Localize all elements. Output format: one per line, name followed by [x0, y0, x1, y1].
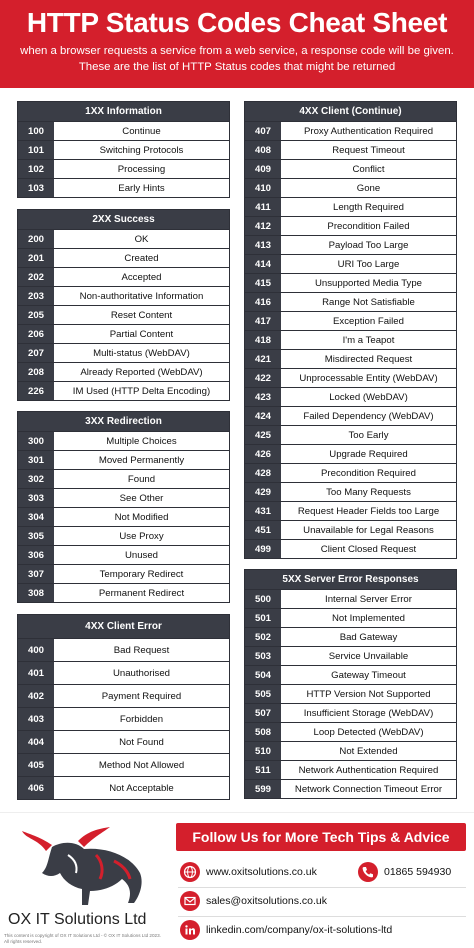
status-description: Precondition Failed [327, 220, 410, 232]
website-text: www.oxitsolutions.co.uk [206, 866, 317, 878]
status-code: 414 [245, 255, 281, 273]
table-2xx [17, 209, 230, 401]
status-description: Processing [117, 163, 166, 175]
table-row [245, 273, 456, 292]
table-row [245, 197, 456, 216]
status-code: 501 [245, 609, 281, 627]
table-row [18, 229, 229, 248]
status-description: Length Required [333, 201, 404, 213]
status-code: 504 [245, 666, 281, 684]
table-row [18, 684, 229, 707]
email-link[interactable] [180, 891, 327, 911]
page-title: HTTP Status Codes Cheat Sheet [26, 7, 448, 38]
status-description: IM Used (HTTP Delta Encoding) [72, 385, 211, 397]
table-1xx [17, 101, 230, 198]
linkedin-text: linkedin.com/company/ox-it-solutions-ltd [206, 924, 393, 936]
status-code: 208 [18, 363, 54, 381]
status-description: Unsupported Media Type [314, 277, 423, 289]
status-description: Too Early [348, 429, 389, 441]
phone-text: 01865 594930 [384, 866, 452, 878]
status-description: Network Connection Timeout Error [294, 783, 443, 795]
status-code: 403 [18, 708, 54, 730]
table-row [245, 330, 456, 349]
status-code: 413 [245, 236, 281, 254]
table-row [245, 292, 456, 311]
status-description: Not Extended [339, 745, 398, 757]
status-description: Unprocessable Entity (WebDAV) [299, 372, 438, 384]
table-row [245, 501, 456, 520]
status-description: Accepted [121, 271, 162, 283]
status-code: 451 [245, 521, 281, 539]
table-row [245, 684, 456, 703]
status-code: 302 [18, 470, 54, 488]
linkedin-link[interactable] [180, 920, 392, 940]
table-row [245, 178, 456, 197]
status-description: Continue [122, 125, 161, 137]
status-description: Proxy Authentication Required [303, 125, 434, 137]
table-3xx [17, 411, 230, 603]
status-description: Bad Gateway [339, 631, 398, 643]
table-row [245, 406, 456, 425]
status-code: 400 [18, 639, 54, 661]
table-row [18, 545, 229, 564]
status-description: Created [124, 252, 159, 264]
status-description: Misdirected Request [324, 353, 413, 365]
table-row [245, 646, 456, 665]
status-code: 511 [245, 761, 281, 779]
status-code: 300 [18, 432, 54, 450]
status-code: 304 [18, 508, 54, 526]
table-row [18, 343, 229, 362]
table-row [18, 638, 229, 661]
status-description: Permanent Redirect [98, 587, 185, 599]
status-description: Client Closed Request [320, 543, 417, 555]
status-description: Switching Protocols [99, 144, 184, 156]
table-row [245, 368, 456, 387]
globe-icon [180, 862, 200, 882]
status-description: Found [127, 473, 156, 485]
section-title: 5XX Server Error Responses [245, 570, 456, 589]
table-row [245, 722, 456, 741]
table-row [245, 463, 456, 482]
status-code: 404 [18, 731, 54, 753]
status-description: Conflict [352, 163, 385, 175]
status-code: 500 [245, 590, 281, 608]
status-description: Method Not Allowed [98, 759, 185, 771]
status-code: 303 [18, 489, 54, 507]
table-4xx-continued [244, 101, 457, 559]
status-description: Request Header Fields too Large [297, 505, 440, 517]
status-code: 410 [245, 179, 281, 197]
status-description: Multi-status (WebDAV) [93, 347, 190, 359]
status-code: 205 [18, 306, 54, 324]
table-row [18, 267, 229, 286]
brand-name: OX IT Solutions Ltd [8, 911, 147, 928]
status-description: Range Not Satisfiable [322, 296, 415, 308]
table-row [18, 178, 229, 197]
section-title: 3XX Redirection [18, 412, 229, 431]
status-description: Not Implemented [331, 612, 406, 624]
table-5xx [244, 569, 457, 799]
table-row [18, 661, 229, 684]
table-row [18, 564, 229, 583]
table-row [245, 349, 456, 368]
status-description: Insufficient Storage (WebDAV) [303, 707, 434, 719]
status-code: 408 [245, 141, 281, 159]
status-code: 207 [18, 344, 54, 362]
status-description: Gone [356, 182, 381, 194]
table-row [18, 381, 229, 400]
status-code: 102 [18, 160, 54, 178]
status-code: 409 [245, 160, 281, 178]
status-code: 402 [18, 685, 54, 707]
copyright-text: This content is copyright of OX IT Solutions Ltd - © OX IT Solutions Ltd 2023. All rights reserved. [4, 933, 161, 944]
status-description: Moved Permanently [98, 454, 185, 466]
status-description: Non-authoritative Information [79, 290, 204, 302]
bull-logo-icon [18, 821, 158, 911]
table-row [18, 140, 229, 159]
status-code: 417 [245, 312, 281, 330]
table-row [245, 444, 456, 463]
status-code: 510 [245, 742, 281, 760]
table-row [245, 589, 456, 608]
status-code: 103 [18, 179, 54, 197]
status-code: 405 [18, 754, 54, 776]
table-row [18, 159, 229, 178]
table-row [245, 665, 456, 684]
status-code: 100 [18, 122, 54, 140]
status-code: 206 [18, 325, 54, 343]
status-description: Internal Server Error [325, 593, 412, 605]
table-row [245, 760, 456, 779]
status-description: Not Found [119, 736, 164, 748]
follow-us-banner: Follow Us for More Tech Tips & Advice [176, 823, 466, 851]
status-description: Exception Failed [333, 315, 404, 327]
status-code: 200 [18, 230, 54, 248]
status-description: Reset Content [110, 309, 173, 321]
table-row [245, 235, 456, 254]
status-description: Too Many Requests [326, 486, 411, 498]
company-logo [0, 813, 168, 948]
status-description: Request Timeout [332, 144, 405, 156]
linkedin-icon [180, 920, 200, 940]
status-description: URI Too Large [337, 258, 400, 270]
table-row [245, 159, 456, 178]
table-row [18, 431, 229, 450]
table-row [18, 450, 229, 469]
status-code: 429 [245, 483, 281, 501]
table-row [18, 286, 229, 305]
status-code: 502 [245, 628, 281, 646]
status-code: 101 [18, 141, 54, 159]
section-title: 4XX Client (Continue) [245, 102, 456, 121]
status-description: Early Hints [118, 182, 165, 194]
status-code: 307 [18, 565, 54, 583]
status-code: 406 [18, 777, 54, 799]
status-description: Unused [124, 549, 159, 561]
status-description: Gateway Timeout [331, 669, 406, 681]
table-row [18, 121, 229, 140]
status-code: 507 [245, 704, 281, 722]
table-row [18, 248, 229, 267]
table-row [18, 469, 229, 488]
status-description: Payload Too Large [328, 239, 409, 251]
status-code: 425 [245, 426, 281, 444]
table-row [18, 362, 229, 381]
status-code: 503 [245, 647, 281, 665]
status-description: Bad Request [113, 644, 170, 656]
table-row [18, 583, 229, 602]
status-code: 508 [245, 723, 281, 741]
table-row [245, 703, 456, 722]
table-row [245, 387, 456, 406]
section-title: 1XX Information [18, 102, 229, 121]
status-code: 226 [18, 382, 54, 400]
status-code: 416 [245, 293, 281, 311]
email-text: sales@oxitsolutions.co.uk [206, 895, 327, 907]
status-description: I'm a Teapot [342, 334, 395, 346]
table-row [245, 539, 456, 558]
status-description: Failed Dependency (WebDAV) [303, 410, 434, 422]
table-row [245, 627, 456, 646]
status-description: Locked (WebDAV) [329, 391, 408, 403]
status-code: 411 [245, 198, 281, 216]
status-code: 431 [245, 502, 281, 520]
status-code: 599 [245, 780, 281, 798]
status-code: 308 [18, 584, 54, 602]
table-4xx [17, 614, 230, 800]
status-description: Not Modified [114, 511, 169, 523]
email-icon [180, 891, 200, 911]
table-row [245, 254, 456, 273]
status-description: Precondition Required [321, 467, 416, 479]
status-code: 499 [245, 540, 281, 558]
table-row [18, 488, 229, 507]
table-row [18, 507, 229, 526]
table-row [18, 707, 229, 730]
phone-link[interactable] [358, 862, 451, 882]
table-row [245, 425, 456, 444]
status-code: 203 [18, 287, 54, 305]
status-description: See Other [119, 492, 164, 504]
status-description: Use Proxy [119, 530, 164, 542]
table-row [245, 121, 456, 140]
status-description: Unauthorised [112, 667, 171, 679]
table-row [18, 526, 229, 545]
status-code: 401 [18, 662, 54, 684]
footer [0, 812, 474, 948]
table-row [245, 779, 456, 798]
divider [178, 887, 466, 888]
phone-icon [358, 862, 378, 882]
status-code: 201 [18, 249, 54, 267]
website-link[interactable] [180, 862, 317, 882]
status-code: 301 [18, 451, 54, 469]
table-row [245, 216, 456, 235]
status-description: Already Reported (WebDAV) [80, 366, 203, 378]
section-title: 4XX Client Error [18, 615, 229, 638]
status-description: Service Unvailable [328, 650, 409, 662]
status-description: Not Acceptable [109, 782, 174, 794]
status-description: Forbidden [119, 713, 164, 725]
status-description: Multiple Choices [106, 435, 177, 447]
status-code: 306 [18, 546, 54, 564]
status-code: 421 [245, 350, 281, 368]
page-subtitle: when a browser requests a service from a web service, a response code will be given. These are the list of HTTP Status codes that might be returned [20, 45, 454, 73]
status-description: HTTP Version Not Supported [306, 688, 431, 700]
status-code: 424 [245, 407, 281, 425]
section-title: 2XX Success [18, 210, 229, 229]
status-description: Upgrade Required [329, 448, 408, 460]
status-description: Network Authentication Required [298, 764, 439, 776]
status-description: Partial Content [109, 328, 174, 340]
status-description: OK [134, 233, 149, 245]
header-banner [0, 0, 474, 88]
status-code: 415 [245, 274, 281, 292]
status-code: 428 [245, 464, 281, 482]
table-row [245, 482, 456, 501]
status-description: Temporary Redirect [99, 568, 184, 580]
table-row [18, 305, 229, 324]
divider [178, 916, 466, 917]
table-row [18, 324, 229, 343]
status-description: Payment Required [101, 690, 182, 702]
table-row [245, 520, 456, 539]
status-code: 426 [245, 445, 281, 463]
status-code: 202 [18, 268, 54, 286]
status-code: 422 [245, 369, 281, 387]
status-code: 418 [245, 331, 281, 349]
status-description: Loop Detected (WebDAV) [313, 726, 424, 738]
table-row [18, 753, 229, 776]
table-row [245, 608, 456, 627]
status-code: 407 [245, 122, 281, 140]
table-row [18, 776, 229, 799]
table-row [245, 311, 456, 330]
status-code: 412 [245, 217, 281, 235]
table-row [18, 730, 229, 753]
table-row [245, 140, 456, 159]
table-row [245, 741, 456, 760]
status-description: Unavailable for Legal Reasons [303, 524, 434, 536]
status-code: 305 [18, 527, 54, 545]
status-code: 423 [245, 388, 281, 406]
status-code: 505 [245, 685, 281, 703]
